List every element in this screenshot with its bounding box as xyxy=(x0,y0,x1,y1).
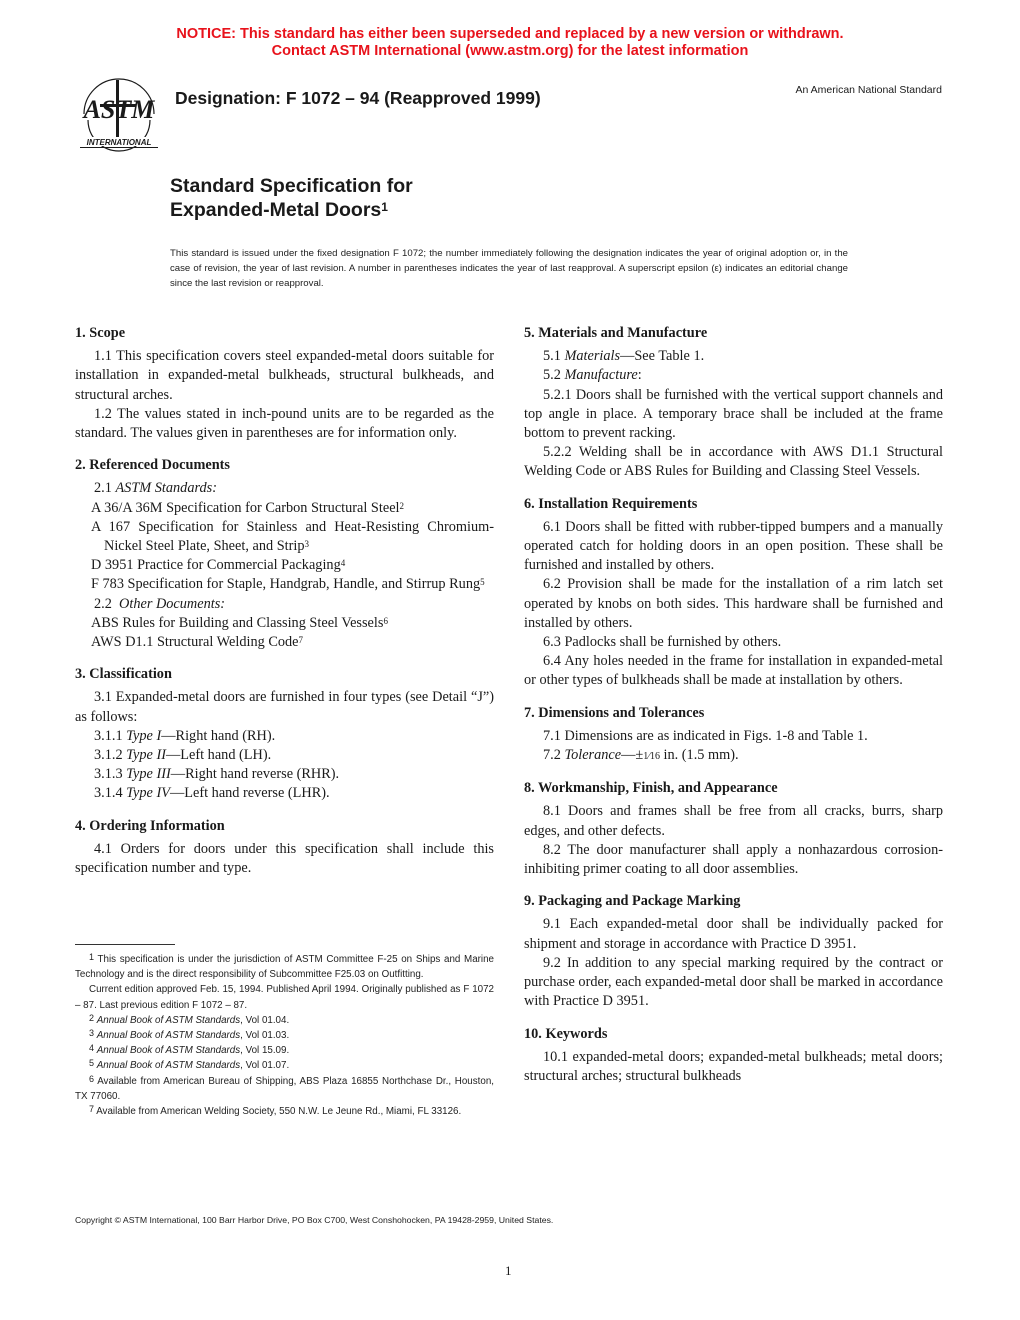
logo-subtext: INTERNATIONAL xyxy=(86,138,152,147)
footnote-number: 7 xyxy=(89,1104,95,1115)
left-column xyxy=(75,324,494,891)
reference-text: ABS Rules for Building and Classing Steel Vessels xyxy=(91,614,384,631)
section-heading: 10. Keywords xyxy=(524,1025,608,1042)
para-number: 3.1.2 xyxy=(94,747,123,764)
para-text: —Right hand (RH). xyxy=(161,727,276,744)
reference-text: AWS D1.1 Structural Welding Code xyxy=(91,634,299,651)
reference-text: D 3951 Practice for Commercial Packaging xyxy=(91,557,341,574)
footnote-book: Annual Book of ASTM Standards xyxy=(96,1045,241,1057)
paragraph-9-1: 9.1 Each expanded-metal door shall be individually packed for shipment and storage in accordance with Practice D 3951. xyxy=(524,916,943,952)
footnote-text: , Vol 01.04. xyxy=(240,1014,290,1026)
paragraph-3-1: 3.1 Expanded-metal doors are furnished in four types (see Detail “J”) as follows: xyxy=(75,689,494,725)
footnote-text: Available from American Bureau of Shipping, ABS Plaza 16855 Northchase Dr., Houston, TX 77060. xyxy=(75,1075,494,1102)
paragraph-8-1: 8.1 Doors and frames shall be free from all cracks, burrs, sharp edges, and other defects. xyxy=(524,803,943,839)
paragraph-2-1 xyxy=(75,479,494,498)
reference-a36 xyxy=(75,499,494,518)
para-term: Tolerance xyxy=(564,747,622,764)
paragraph-2-2 xyxy=(75,595,494,614)
reference-text: F 783 Specification for Staple, Handgrab, Handle, and Stirrup Rung xyxy=(91,576,481,593)
title-footnote-ref: 1 xyxy=(381,200,388,214)
paragraph-3-1-4 xyxy=(75,784,494,803)
paragraph-6-3: 6.3 Padlocks shall be furnished by others. xyxy=(543,634,782,651)
paragraph-10-1: 10.1 expanded-metal doors; expanded-metal bulkheads; metal doors; structural arches; structural bulkheads xyxy=(524,1048,943,1084)
section-referenced-documents xyxy=(75,456,494,652)
footnote-number: 4 xyxy=(89,1043,95,1054)
para-number: 5.2 xyxy=(543,367,561,384)
paragraph-6-1: 6.1 Doors shall be fitted with rubber-tipped bumpers and a manually operated catch for holding doors in an open position. These shall be furnished and installed by others. xyxy=(524,518,943,574)
paragraph-6-2: 6.2 Provision shall be made for the installation of a rim latch set operated by knobs on both sides. This hardware shall be furnished and installed by others. xyxy=(524,576,943,631)
reference-text: A 167 Specification for Stainless and Heat-Resisting Chromium-Nickel Steel Plate, Sheet, and Strip xyxy=(91,518,494,555)
para-term: Type II xyxy=(126,747,166,764)
notice-line-2: Contact ASTM International (www.astm.org) for the latest information xyxy=(271,43,749,59)
para-text: —± xyxy=(621,747,644,764)
title-line-1: Standard Specification for xyxy=(170,175,413,197)
paragraph-3-1-1 xyxy=(75,727,494,746)
footnote-text: , Vol 01.07. xyxy=(240,1060,290,1072)
document-title xyxy=(170,174,413,222)
paragraph-4-1: 4.1 Orders for doors under this specification shall include this specification number and type. xyxy=(75,840,494,877)
issuance-note: This standard is issued under the fixed designation F 1072; the number immediately following the designation indicates the year of original adoption or, in the case of revision, the year of last revision. A number in parentheses indicates the year of last reapproval. A superscript epsilon (ε) indicates an editorial change since the last revision or reapproval. xyxy=(170,248,848,289)
paragraph-7-1: 7.1 Dimensions are as indicated in Figs. 1-8 and Table 1. xyxy=(543,727,868,744)
para-term: Type I xyxy=(126,727,162,744)
footnote-3 xyxy=(75,1028,494,1043)
footnote-book: Annual Book of ASTM Standards xyxy=(96,1030,241,1042)
section-heading: 2. Referenced Documents xyxy=(75,457,230,474)
fraction: 1⁄16 xyxy=(643,751,660,763)
footnote-6 xyxy=(75,1074,494,1104)
page-number: 1 xyxy=(505,1263,512,1278)
para-text: —Right hand reverse (RHR). xyxy=(170,766,340,783)
footnote-text: This specification is under the jurisdiction of ASTM Committee F-25 on Ships and Marine Technology and is the direct responsibility of Subcommittee F25.03 on Outfitting. xyxy=(75,954,494,981)
section-dimensions-and-tolerances xyxy=(524,704,943,767)
para-text: —See Table 1. xyxy=(620,348,705,365)
para-number: 2.1 xyxy=(94,480,112,497)
para-number: 3.1.3 xyxy=(94,766,123,783)
footnote-7 xyxy=(75,1104,494,1119)
footnote-5 xyxy=(75,1058,494,1073)
footnote-divider xyxy=(75,944,175,945)
reference-aws-d1-1 xyxy=(75,633,494,652)
paragraph-5-2-1: 5.2.1 Doors shall be furnished with the vertical support channels and top angle in place. A temporary brace shall be included at the frame bottom to prevent racking. xyxy=(524,386,943,442)
paragraph-3-1-2 xyxy=(75,746,494,765)
footnote-1b: Current edition approved Feb. 15, 1994. Published April 1994. Originally published as F 1072 – 87. Last previous edition F 1072 – 87. xyxy=(75,984,494,1011)
paragraph-5-2-2: 5.2.2 Welding shall be in accordance with AWS D1.1 Structural Welding Code or ABS Rules for Building and Classing Steel Vessels. xyxy=(524,444,943,480)
section-classification xyxy=(75,665,494,803)
paragraph-1-2: 1.2 The values stated in inch-pound units are to be regarded as the standard. The values given in parentheses are for information only. xyxy=(75,405,494,442)
footnote-1 xyxy=(75,952,494,982)
reference-a167 xyxy=(75,518,494,556)
paragraph-7-2 xyxy=(524,746,943,766)
reference-d3951 xyxy=(75,556,494,575)
footnote-text: Available from American Welding Society, 550 N.W. Le Jeune Rd., Miami, FL 33126. xyxy=(96,1106,462,1118)
para-term: Type IV xyxy=(126,785,170,802)
section-heading: 1. Scope xyxy=(75,325,126,341)
paragraph-5-1 xyxy=(524,347,943,366)
para-number: 3.1.1 xyxy=(94,727,123,744)
para-text: —Left hand (LH). xyxy=(166,747,272,764)
right-column xyxy=(524,324,943,1099)
footnote-book: Annual Book of ASTM Standards xyxy=(96,1014,241,1026)
reference-f783 xyxy=(75,575,494,594)
footnotes xyxy=(75,952,494,1119)
para-number: 3.1.4 xyxy=(94,785,123,802)
para-number: 7.2 xyxy=(543,747,561,764)
logo-text: ASTM xyxy=(83,95,155,124)
reference-text: A 36/A 36M Specification for Carbon Structural Steel xyxy=(91,499,400,516)
title-line-2 xyxy=(170,198,413,222)
section-ordering-information xyxy=(75,817,494,879)
footnote-number: 6 xyxy=(89,1073,95,1084)
para-number: 5.1 xyxy=(543,348,561,365)
copyright-notice: Copyright © ASTM International, 100 Barr Harbor Drive, PO Box C700, West Conshohocken, PA 19428-2959, United States. xyxy=(75,1215,554,1225)
footnote-ref: 2 xyxy=(399,500,405,511)
section-scope xyxy=(75,324,494,443)
section-heading: 9. Packaging and Package Marking xyxy=(524,893,741,910)
footnote-ref: 7 xyxy=(298,635,303,646)
para-term: ASTM Standards: xyxy=(115,480,217,497)
section-packaging xyxy=(524,892,943,1011)
footnote-text: , Vol 15.09. xyxy=(240,1045,290,1057)
para-text: —Left hand reverse (LHR). xyxy=(169,785,330,802)
paragraph-8-2: 8.2 The door manufacturer shall apply a nonhazardous corrosion-inhibiting primer coating to all door assemblies. xyxy=(524,841,943,878)
footnote-ref: 3 xyxy=(304,539,310,550)
para-text: : xyxy=(637,367,642,384)
para-term: Other Documents: xyxy=(119,595,226,612)
paragraph-3-1-3 xyxy=(75,765,494,784)
withdrawal-notice xyxy=(0,26,1020,60)
astm-logo-icon xyxy=(74,74,164,154)
footnote-number: 5 xyxy=(89,1058,95,1069)
paragraph-1-1: 1.1 This specification covers steel expanded-metal doors suitable for installation in expanded-metal bulkheads, structural bulkheads, and structural arches. xyxy=(75,348,494,403)
notice-line-1: NOTICE: This standard has either been superseded and replaced by a new version or withdrawn. xyxy=(176,26,844,42)
section-heading: 8. Workmanship, Finish, and Appearance xyxy=(524,780,778,797)
para-term: Manufacture xyxy=(564,367,638,384)
paragraph-5-2 xyxy=(524,366,943,385)
section-keywords xyxy=(524,1025,943,1087)
para-number: 2.2 xyxy=(94,595,112,612)
footnote-4 xyxy=(75,1043,494,1058)
section-heading: 4. Ordering Information xyxy=(75,817,225,834)
para-text: in. (1.5 mm). xyxy=(659,747,739,764)
footnote-ref: 4 xyxy=(340,558,346,569)
footnote-ref: 6 xyxy=(383,615,388,626)
section-heading: 7. Dimensions and Tolerances xyxy=(524,704,705,721)
footnote-ref: 5 xyxy=(480,577,485,588)
reference-abs-rules xyxy=(75,614,494,633)
footnote-number: 3 xyxy=(89,1028,95,1039)
paragraph-9-2: 9.2 In addition to any special marking required by the contract or purchase order, each expanded-metal door shall be marked in accordance with Practice D 3951. xyxy=(524,954,943,1010)
para-term: Type III xyxy=(126,766,171,783)
section-workmanship xyxy=(524,779,943,879)
footnote-book: Annual Book of ASTM Standards xyxy=(96,1060,241,1072)
section-materials-and-manufacture xyxy=(524,324,943,482)
title-line-2-text: Expanded-Metal Doors xyxy=(170,199,382,221)
footnote-number: 2 xyxy=(89,1012,95,1023)
footnote-text: , Vol 01.03. xyxy=(240,1030,290,1042)
section-heading: 3. Classification xyxy=(75,666,172,683)
section-heading: 5. Materials and Manufacture xyxy=(524,325,708,341)
para-term: Materials xyxy=(564,348,621,365)
american-national-standard-label: An American National Standard xyxy=(795,84,942,96)
footnote-2 xyxy=(75,1013,494,1028)
footnote-number: 1 xyxy=(89,952,95,962)
paragraph-6-4: 6.4 Any holes needed in the frame for installation in expanded-metal or other types of bulkheads shall be made at installation by others. xyxy=(524,653,943,689)
designation: Designation: F 1072 – 94 (Reapproved 1999) xyxy=(175,88,541,108)
section-installation-requirements xyxy=(524,495,943,691)
section-heading: 6. Installation Requirements xyxy=(524,495,698,512)
